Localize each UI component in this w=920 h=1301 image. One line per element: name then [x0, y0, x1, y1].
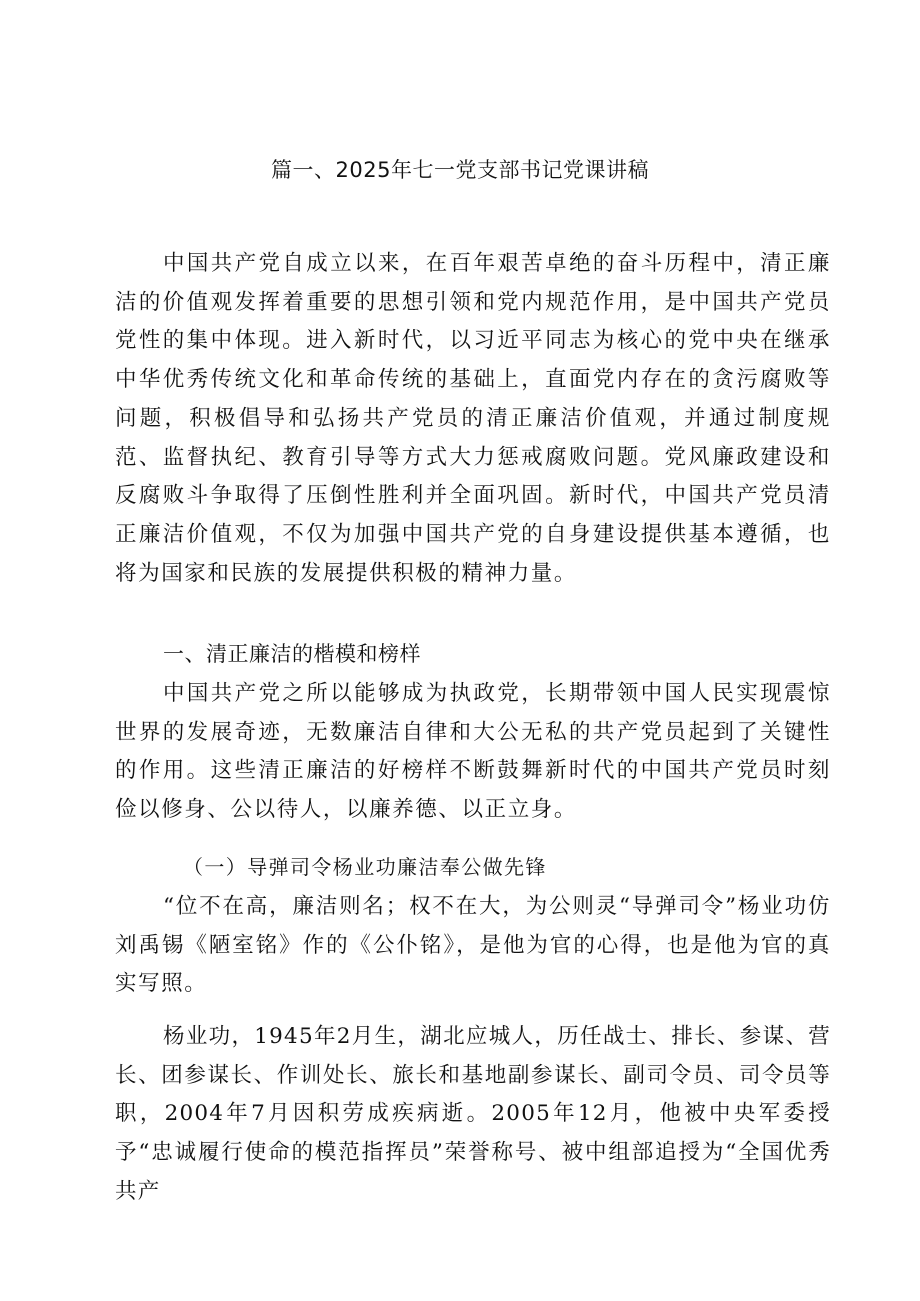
subsection-heading: （一）导弹司令杨业功廉洁奉公做先锋 [183, 855, 547, 879]
document-title: 篇一、2025年七一党支部书记党课讲稿 [271, 158, 649, 182]
body-paragraph: 中国共产党之所以能够成为执政党，长期带领中国人民实现震惊世界的发展奇迹，无数廉洁自律和大公无私的共产党员起到了关键性的作用。这些清正廉洁的好榜样不断鼓舞新时代的中国共产党员时刻俭以修身、公以待人，以廉养德、以正立身。 [115, 681, 831, 823]
body-paragraph: 中国共产党自成立以来，在百年艰苦卓绝的奋斗历程中，清正廉洁的价值观发挥着重要的思想引领和党内规范作用，是中国共产党员党性的集中体现。进入新时代，以习近平同志为核心的党中央在继承中华优秀传统文化和革命传统的基础上，直面党内存在的贪污腐败等问题，积极倡导和弘扬共产党员的清正廉洁价值观，并通过制度规范、监督执纪、教育引导等方式大力惩戒腐败问题。党风廉政建设和反腐败斗争取得了压倒性胜利并全面巩固。新时代，中国共产党员清正廉洁价值观，不仅为加强中国共产党的自身建设提供基本遵循，也将为国家和民族的发展提供积极的精神力量。 [115, 251, 831, 586]
body-paragraph: “位不在高，廉洁则名；权不在大，为公则灵“导弹司令”杨业功仿刘禹锡《陋室铭》作的《公仆铭》，是他为官的心得，也是他为官的真实写照。 [115, 894, 831, 997]
body-paragraph: 杨业功，1945年2月生，湖北应城人，历任战士、排长、参谋、营长、团参谋长、作训处长、旅长和基地副参谋长、副司令员、司令员等职，2004年7月因积劳成疾病逝。2005年12月，他被中央军委授予“忠诚履行使命的模范指挥员”荣誉称号、被中组部追授为“全国优秀共产 [115, 1024, 831, 1204]
section-heading: 一、清正廉洁的楷模和榜样 [163, 642, 421, 666]
